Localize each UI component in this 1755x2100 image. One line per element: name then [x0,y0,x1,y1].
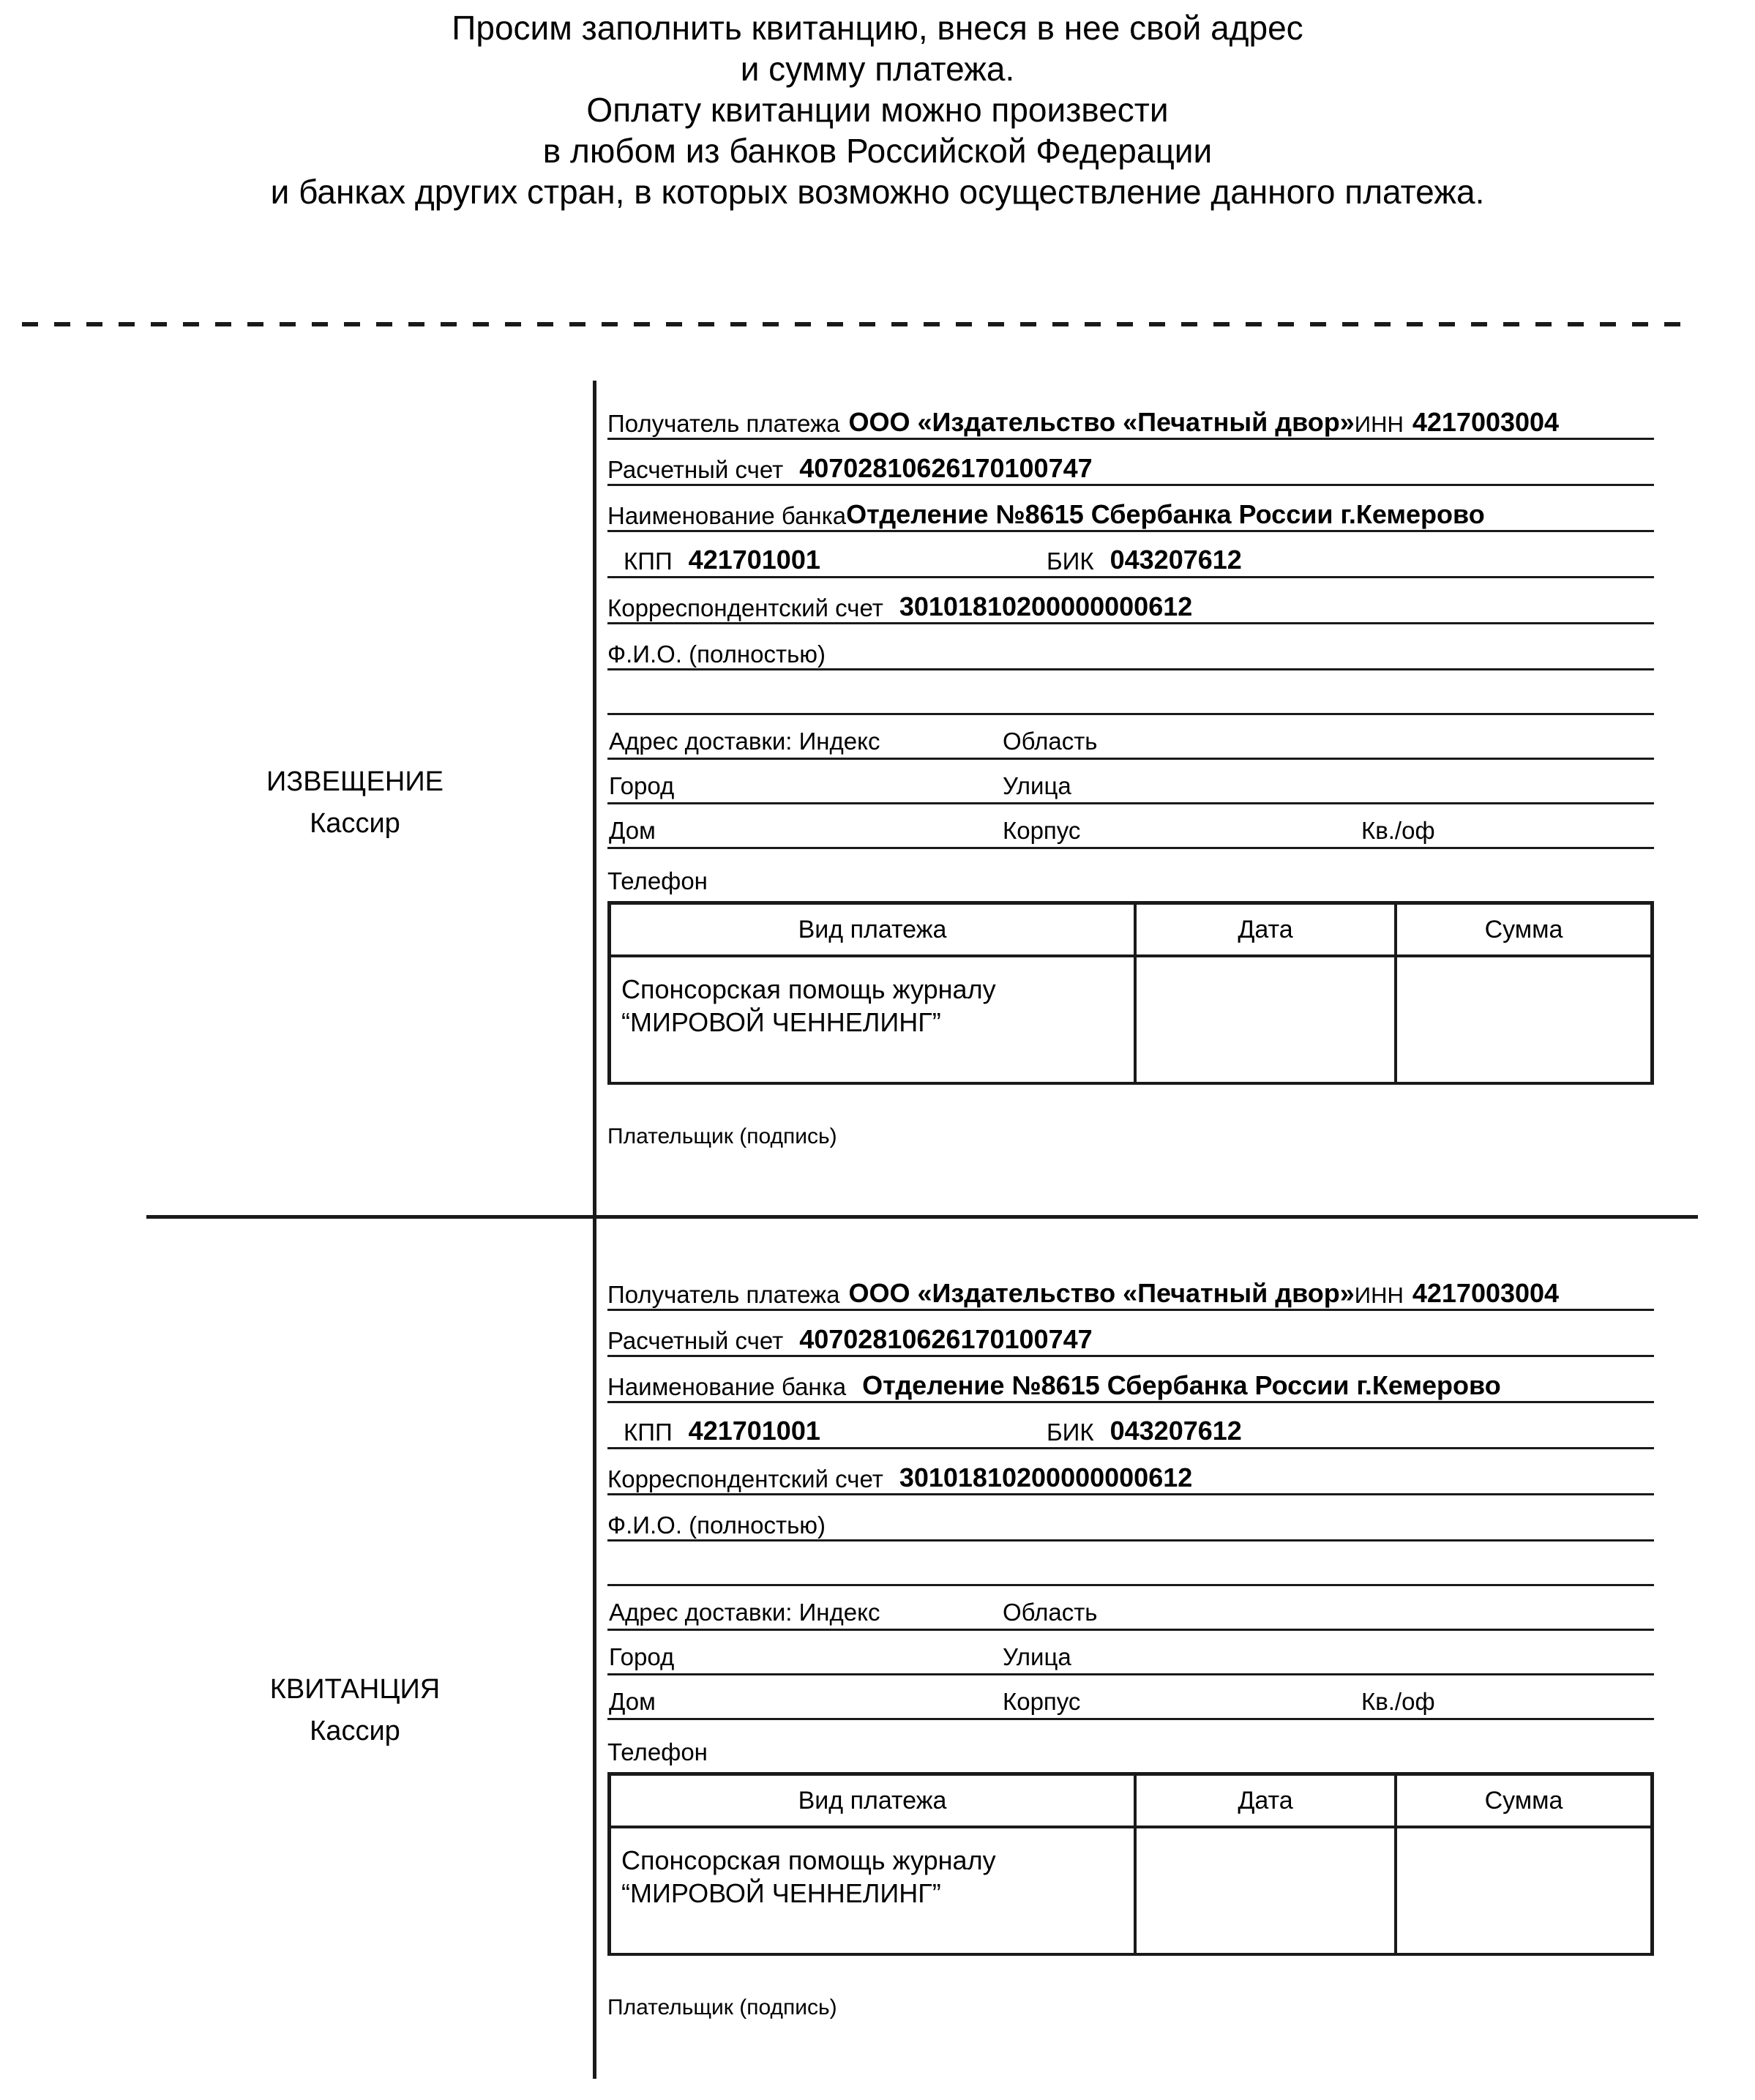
row-phone[interactable] [607,1720,1654,1766]
bank-name-value: Отделение №8615 Сбербанка России г.Кемерово [862,1370,1501,1400]
inn-value: 4217003004 [1412,1278,1560,1308]
corr-account-value: 30101810200000000612 [899,1462,1193,1492]
payment-table-row [611,957,1650,1082]
kpp-value: 421701001 [688,545,820,575]
corr-account-value: 30101810200000000612 [899,591,1193,621]
instruction-line-1: Просим заполнить квитанцию, внеся в нее свой адрес [452,9,1303,47]
house-label: Дом [609,1688,656,1715]
building-label: Корпус [1003,817,1081,844]
apartment-label: Кв./оф [1361,817,1435,844]
row-fio-continuation[interactable] [607,670,1654,715]
street-label: Улица [1003,1643,1071,1670]
instructions-block [0,0,1755,213]
inn-label: ИНН [1354,411,1404,437]
recipient-value: ООО «Издательство «Печатный двор» [848,407,1355,437]
cell-date-input[interactable] [1137,957,1397,1082]
phone-label: Телефон [607,867,708,894]
instruction-line-4: в любом из банков Российской Федерации [542,132,1213,171]
header-sum: Сумма [1484,915,1563,943]
cell-payment-purpose [611,1828,1137,1953]
header-payment-type: Вид платежа [611,1776,1137,1826]
bank-name-label: Наименование банка [607,1373,847,1400]
payment-table-header [611,1776,1650,1828]
recipient-value: ООО «Издательство «Печатный двор» [848,1278,1355,1308]
fio-label: Ф.И.О. (полностью) [607,1512,826,1539]
kpp-value: 421701001 [688,1416,820,1446]
payment-purpose-line-1: Спонсорская помощь журналу [621,1845,996,1875]
account-value: 40702810626170100747 [799,1324,1093,1354]
row-kpp-bik[interactable] [607,1403,1654,1449]
delivery-index-label: Адрес доставки: Индекс [609,1599,880,1626]
row-fio[interactable] [607,1495,1654,1542]
row-corr-account[interactable] [607,1449,1654,1495]
row-recipient[interactable] [607,394,1654,440]
row-delivery-index-region[interactable] [607,1586,1654,1631]
region-label: Область [1003,1599,1098,1626]
kpp-label: КПП [624,1419,673,1446]
payment-purpose-line-2: “МИРОВОЙ ЧЕННЕЛИНГ” [621,1006,941,1037]
account-value: 40702810626170100747 [799,453,1093,483]
kpp-label: КПП [624,548,673,575]
bank-name-label: Наименование банка [607,502,847,529]
row-phone[interactable] [607,849,1654,895]
vertical-divider-bottom [593,1215,596,2079]
row-recipient[interactable] [607,1265,1654,1311]
inn-value: 4217003004 [1412,407,1560,437]
payment-table [607,1772,1654,1956]
city-label: Город [609,772,675,799]
recipient-label: Получатель платежа [607,1281,840,1308]
receipt-cashier-label: Кассир [310,1716,400,1746]
payment-table [607,901,1654,1085]
row-account[interactable] [607,440,1654,486]
corr-account-label: Корреспондентский счет [607,1465,883,1492]
payer-signature-label: Плательщик (подпись) [607,1124,837,1148]
receipt-block-label [132,1669,578,1752]
bank-name-value: Отделение №8615 Сбербанка России г.Кемерово [846,499,1485,529]
header-date: Дата [1137,905,1397,954]
delivery-index-label: Адрес доставки: Индекс [609,728,880,755]
instruction-line-2: и сумму платежа. [740,50,1015,89]
receipt-title: КВИТАНЦИЯ [269,1674,441,1705]
bik-label: БИК [1047,1419,1094,1446]
row-bank-name[interactable] [607,486,1654,532]
header-sum: Сумма [1484,1786,1563,1815]
inn-label: ИНН [1354,1282,1404,1308]
payer-signature-label: Плательщик (подпись) [607,1995,837,2019]
row-kpp-bik[interactable] [607,532,1654,578]
row-house-building-apt[interactable] [607,1675,1654,1720]
street-label: Улица [1003,772,1071,799]
corr-account-label: Корреспондентский счет [607,594,883,621]
row-corr-account[interactable] [607,578,1654,624]
bik-value: 043207612 [1109,1416,1242,1446]
account-label: Расчетный счет [607,1327,784,1354]
receipt-fields [607,1265,1654,2020]
recipient-label: Получатель платежа [607,410,840,437]
cell-payment-purpose [611,957,1137,1082]
payment-purpose-line-1: Спонсорская помощь журналу [621,974,996,1004]
row-fio[interactable] [607,624,1654,670]
apartment-label: Кв./оф [1361,1688,1435,1715]
payer-signature-area[interactable] [607,1124,1654,1149]
bik-label: БИК [1047,548,1094,575]
cell-date-input[interactable] [1137,1828,1397,1953]
row-bank-name[interactable] [607,1357,1654,1403]
notice-cashier-label: Кассир [310,808,400,839]
payment-table-row [611,1828,1650,1953]
header-date: Дата [1137,1776,1397,1826]
horizontal-divider [146,1215,1698,1219]
vertical-divider-top [593,381,596,1215]
building-label: Корпус [1003,1688,1081,1715]
payment-purpose-line-2: “МИРОВОЙ ЧЕННЕЛИНГ” [621,1877,941,1908]
instruction-line-3: Оплату квитанции можно произвести [586,91,1169,130]
notice-block-label [132,761,578,845]
cell-sum-input[interactable] [1397,957,1650,1082]
instruction-line-5: и банках других стран, в которых возможно осуществление данного платежа. [270,173,1485,212]
bik-value: 043207612 [1109,545,1242,575]
notice-fields [607,394,1654,1149]
phone-label: Телефон [607,1738,708,1765]
house-label: Дом [609,817,656,844]
city-label: Город [609,1643,675,1670]
cut-line-divider [22,322,1683,326]
account-label: Расчетный счет [607,456,784,483]
row-fio-continuation[interactable] [607,1542,1654,1586]
notice-title: ИЗВЕЩЕНИЕ [266,766,444,797]
row-city-street[interactable] [607,1631,1654,1675]
row-city-street[interactable] [607,760,1654,804]
cell-sum-input[interactable] [1397,1828,1650,1953]
payment-table-header [611,905,1650,957]
row-house-building-apt[interactable] [607,804,1654,849]
region-label: Область [1003,728,1098,755]
row-account[interactable] [607,1311,1654,1357]
row-delivery-index-region[interactable] [607,715,1654,760]
fio-label: Ф.И.О. (полностью) [607,640,826,668]
header-payment-type: Вид платежа [611,905,1137,954]
payer-signature-area[interactable] [607,1995,1654,2020]
